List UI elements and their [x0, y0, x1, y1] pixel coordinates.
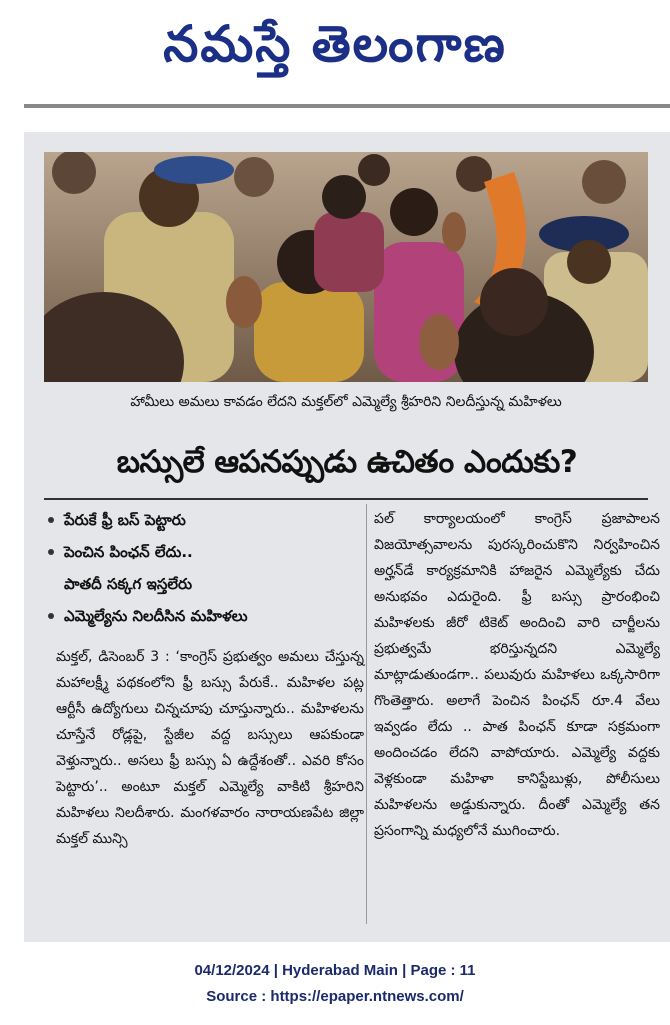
- newspaper-logo-title: నమస్తే తెలంగాణ: [163, 14, 507, 73]
- masthead-divider: [24, 104, 670, 108]
- headline-divider: [44, 498, 648, 500]
- article-body-left-column: మక్తల్‌, డిసెంబర్‌ 3 : ‘కాంగ్రెస్‌ ప్రభుత్వం అమలు చేస్తున్న మహాలక్ష్మీ పథకంలోని ఫ్రీ బస్సు పేరుకే.. మహిళల పట్ల ఆర్టీసీ ఉద్యోగులు చిన్నచూపు చూస్తున్నారు.. మహిళలను చూస్తేనే రోడ్లపై, స్టేజీల వద్ద బస్సులు ఆపకుండా వెళ్తున్నారు.. అసలు ఫ్రీ బస్సు ఏ ఉద్దేశంతో.. ఎవరి కోసం పెట్టారు’.. అంటూ మక్తల్‌ ఎమ్మెల్యే వాకిటి శ్రీహరిని మహిళలు నిలదీశారు. మంగళవారం నారాయణపేట జిల్లా మక్తల్‌ మున్సి: [56, 649, 364, 847]
- article-body-right-column: పల్‌ కార్యాలయంలో కాంగ్రెస్‌ ప్రజాపాలన విజయోత్సవాలను పురస్కరించుకొని నిర్వహించిన అర్హన్‌డే కార్యక్రమానికి హాజరైన ఎమ్మెల్యేకు చేదు అనుభవం ఎదురైంది. ఫ్రీ బస్సు ప్రారంభించి మహిళలకు జీరో టికెట్‌ అందించి వారి చార్జీలను ప్రభుత్వమే భరిస్తున్నదని ఎమ్మెల్యే మాట్లాడుతుండగా.. పలువురు మహిళలు ఒక్కసారిగా గొంతెత్తారు. అలాగే పెంచిన పింఛన్‌ రూ.4 వేలు ఇవ్వడం లేదు .. పాత పింఛన్‌ కూడా సక్రమంగా అందించడం లేదని వాపోయారు. ఎమ్మెల్యే వద్దకు వెళ్లకుండా మహిళా కానిస్టేబుళ్లు, పోలీసులు మహిళలను అడ్డుకున్నారు. దీంతో ఎమ్మెల్యే తన ప్రసంగాన్ని మధ్యలోనే ముగించారు.: [374, 511, 660, 839]
- footer-date-edition-page: 04/12/2024 | Hyderabad Main | Page : 11: [194, 962, 476, 979]
- column-divider: [366, 504, 367, 924]
- highlight-bullets: [42, 504, 357, 632]
- bullet-item: [42, 536, 357, 568]
- news-photo: [44, 152, 648, 382]
- news-clipping: [24, 132, 670, 942]
- article-headline: బస్సులే ఆపనప్పుడు ఉచితం ఎందుకు?: [116, 444, 578, 480]
- masthead: [0, 0, 670, 100]
- footer-source-link[interactable]: Source : https://epaper.ntnews.com/: [206, 988, 464, 1005]
- photo-caption: హామీలు అమలు కావడం లేదని మక్తల్‌లో ఎమ్మెల్యే శ్రీహరిని నిలదీస్తున్న మహిళలు: [130, 394, 562, 410]
- bullet-dot-icon: [48, 613, 54, 619]
- bullet-dot-icon: [48, 517, 54, 523]
- bullet-dot-icon: [48, 549, 54, 555]
- bullet-item: [42, 600, 357, 632]
- bullet-text: పేరుకే ఫ్రీ బస్‌ పెట్టారు: [64, 511, 186, 529]
- crowd-photo-illustration: [44, 152, 648, 382]
- bullet-item: [42, 504, 357, 536]
- bullet-text: ఎమ్మెల్యేను నిలదీసిన మహిళలు: [64, 607, 248, 625]
- bullet-text: పెంచిన పింఛన్‌ లేదు..: [64, 543, 193, 561]
- bullet-continuation: పాతదీ సక్కగ ఇస్తలేరు: [64, 575, 193, 593]
